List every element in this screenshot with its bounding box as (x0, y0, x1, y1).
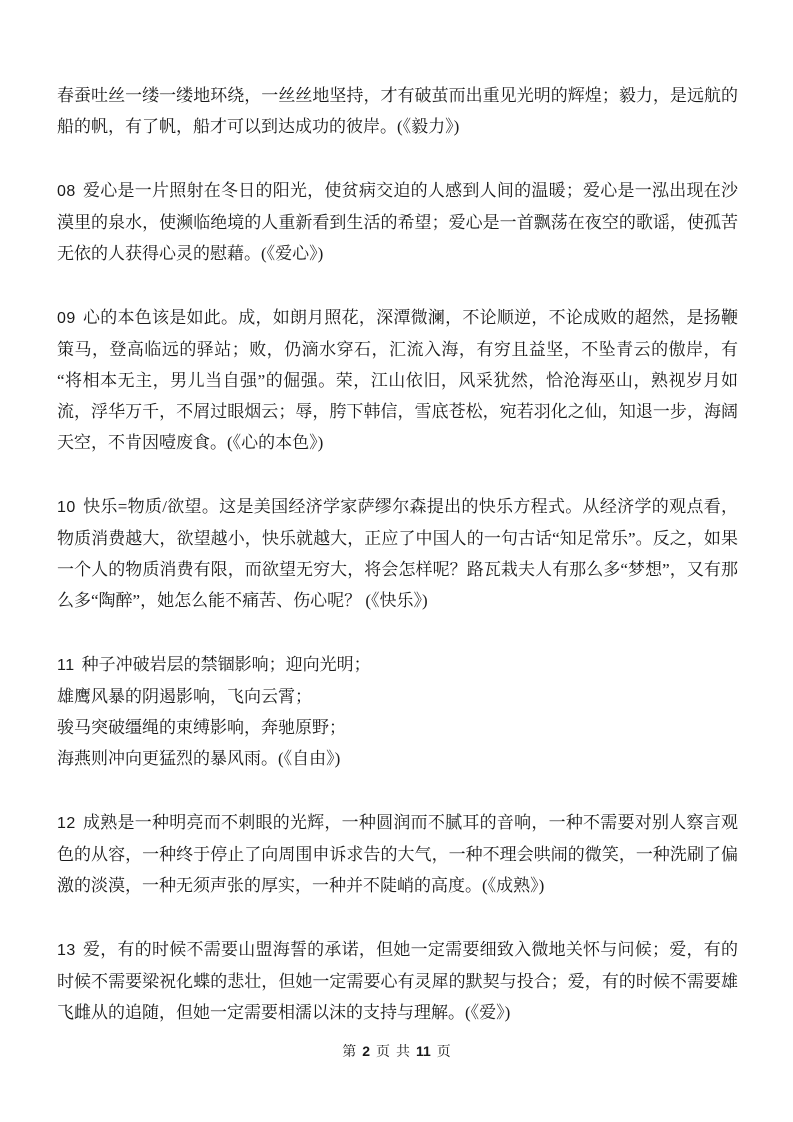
paragraph-text: 快乐=物质/欲望。这是美国经济学家萨缪尔森提出的快乐方程式。从经济学的观点看，物质消费越大，欲望越小，快乐就越大，正应了中国人的一句古话“知足常乐”。反之，如果一个人的物质消费有限，而欲望无穷大，将会怎样呢？路瓦栽夫人有那么多“梦想”，又有那么多“陶醉”，她怎么能不痛苦、伤心呢？ (《快乐》) (57, 497, 738, 610)
paragraph-11-freedom-poem (57, 649, 738, 774)
footer-total-pages: 11 (415, 1043, 431, 1059)
paragraph-09-heart-nature (57, 302, 738, 458)
paragraph-08-love (57, 175, 738, 269)
paragraph-10-happiness (57, 491, 738, 616)
paragraph-text: 爱心是一片照射在冬日的阳光，使贫病交迫的人感到人间的温暖；爱心是一泓出现在沙漠里的泉水，使濒临绝境的人重新看到生活的希望；爱心是一首飘荡在夜空的歌谣，使孤苦无依的人获得心灵的慰藉。(《爱心》) (57, 181, 738, 263)
poem-line-1: 种子冲破岩层的禁锢影响；迎向光明； (81, 655, 371, 674)
poem-line-3: 骏马突破缰绳的束缚影响，奔驰原野； (57, 718, 346, 737)
poem-line-4: 海燕则冲向更猛烈的暴风雨。(《自由》) (57, 749, 341, 768)
paragraph-number: 09 (57, 310, 76, 327)
footer-page-number: 2 (362, 1043, 370, 1059)
paragraph-number: 08 (57, 183, 76, 200)
document-body (57, 80, 738, 1061)
paragraph-text: 春蚕吐丝一缕一缕地环绕，一丝丝地坚持，才有破茧而出重见光明的辉煌；毅力，是远航的船的帆，有了帆，船才可以到达成功的彼岸。(《毅力》) (57, 86, 738, 136)
paragraph-text: 爱，有的时候不需要山盟海誓的承诺，但她一定需要细致入微地关怀与问候；爱，有的时候不需要梁祝化蝶的悲壮，但她一定需要心有灵犀的默契与投合；爱，有的时候不需要雄飞雌从的追随，但她一定需要相濡以沫的支持与理解。(《爱》) (57, 940, 738, 1022)
poem-line-2: 雄鹰风暴的阴遏影响，飞向云霄； (57, 687, 312, 706)
paragraph-number: 10 (57, 499, 76, 516)
footer-prefix: 第 (342, 1045, 357, 1060)
paragraph-perseverance-continuation (57, 80, 738, 142)
paragraph-text: 心的本色该是如此。成，如朗月照花，深潭微澜，不论顺逆，不论成败的超然，是扬鞭策马，登高临远的驿站；败，仍滴水穿石，汇流入海，有穷且益坚，不坠青云的傲岸，有“将相本无主，男儿当自强”的倔强。荣，江山依旧，风采犹然，恰沧海巫山，熟视岁月如流，浮华万千，不屑过眼烟云；辱，胯下韩信，雪底苍松，宛若羽化之仙，知退一步，海阔天空，不肯因噎废食。(《心的本色》) (57, 308, 738, 452)
footer-total-page-label: 页 (436, 1045, 451, 1060)
paragraph-number: 11 (57, 657, 75, 674)
paragraph-number: 13 (57, 942, 76, 959)
paragraph-13-love (57, 934, 738, 1028)
paragraph-number: 12 (57, 815, 76, 832)
paragraph-text: 成熟是一种明亮而不刺眼的光辉，一种圆润而不腻耳的音响，一种不需要对别人察言观色的从容，一种终于停止了向周围申诉求告的大气，一种不理会哄闹的微笑，一种洗刷了偏激的淡漠，一种无须声张的厚实，一种并不陡峭的高度。(《成熟》) (57, 813, 738, 895)
paragraph-12-maturity (57, 807, 738, 901)
footer-page-label: 页 (375, 1045, 390, 1060)
page-footer (0, 1040, 793, 1064)
footer-total-label: 共 (395, 1045, 410, 1060)
